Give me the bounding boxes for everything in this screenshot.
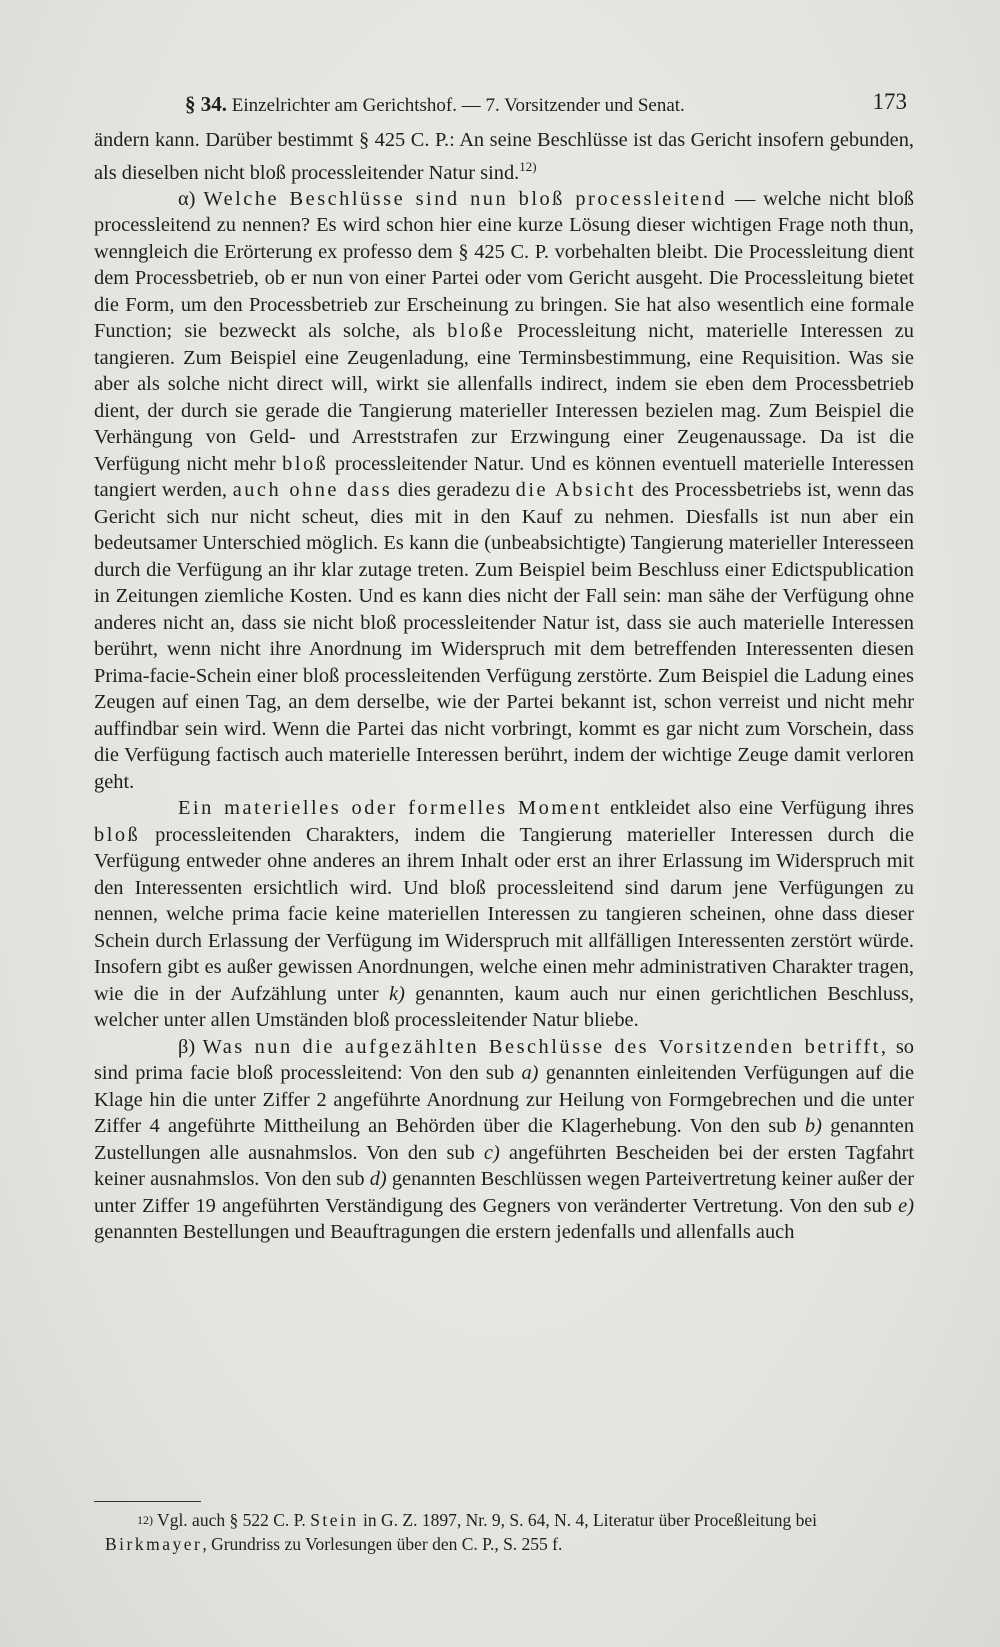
text-run: genannten, kaum auch nur einen gerichtlichen Beschluss, welcher unter allen Umständen bloß processleitender Natur bliebe. <box>94 982 914 1032</box>
page-number: 173 <box>872 89 907 114</box>
text-run: ändern kann. Darüber bestimmt § 425 C. P.: An seine Beschlüsse ist das Gericht insofern gebunden, als dieselben nicht bloß processleitender Natur sind. <box>94 129 914 184</box>
text-run: genannten Zustellungen alle ausnahmslos. Von den sub <box>94 1115 915 1164</box>
footnote-mark: 12) <box>137 1513 153 1527</box>
text-run: α) <box>178 187 204 210</box>
footnote-text: in G. Z. 1897, Nr. 9, S. 64, N. 4, Literatur über Proceßleitung bei <box>358 1510 817 1530</box>
text-run: angeführten Bescheiden bei der ersten Tagfahrt keiner ausnahmslos. Von den sub <box>94 1141 914 1191</box>
running-title: Einzelrichter am Gerichtshof. — 7. Vorsitzender und Senat. <box>231 95 685 116</box>
italic-reference: c) <box>483 1141 500 1164</box>
text-run: genannten Beschlüssen wegen Parteivertretung keiner außer der unter Ziffer 19 angeführten Verständigung des Gegners von veränderter Vertretung. Von den sub <box>94 1168 914 1217</box>
text-run: processleitender Natur. Und es können eventuell materielle Interessen tangiert werden, <box>94 452 914 502</box>
footnote-divider <box>94 1501 201 1502</box>
footnote <box>105 1508 920 1556</box>
emphasis: Ein materielles oder formelles Moment <box>178 797 603 820</box>
paragraph-1 <box>94 127 914 186</box>
paragraph-2 <box>94 186 914 796</box>
section-number: § 34. <box>185 92 227 116</box>
emphasis: Was nun die aufgezählten Beschlüsse des Vorsitzenden betrifft, <box>202 1035 889 1058</box>
text-run: — welche nicht bloß processleitend zu nennen? Es wird schon hier eine kurze Lösung dieser wichtigen Frage noth thun, wenngleich die Erörterung ex professo dem § 425 C. P. vorbehalten bleibt. Die Processleitung dient dem Processbetrieb, ob er nun von einer Partei oder vom Gericht ausgeht. Die Processleitung bietet die Form, um den Processbetrieb zur Erscheinung zu bringen. Sie hat also wesentlich eine formale Function; sie bezweckt als solche, als <box>94 187 914 343</box>
text-run: processleitenden Charakters, indem die Tangierung materieller Interessen durch die Verfügung entweder ohne anderes an ihrem Inhalt oder erst an ihrer Erlassung im Widerspruch mit den Interessenten ersichtlich wird. Und bloß processleitend sind darum jene Verfügungen zu nennen, welche prima facie keine materiellen Interessen zu tangieren scheinen, ohne dass dieser Schein durch Erlassung der Verfügung im Widerspruch mit allfälligen Interessenten zerstört würde. Insofern gibt es außer gewissen Anordnungen, welche einen mehr administrativen Charakter tragen, wie die in der Aufzählung unter <box>94 823 914 1005</box>
italic-reference: e) <box>898 1194 914 1217</box>
emphasis: auch ohne dass <box>232 479 393 502</box>
emphasis: Welche Beschlüsse sind nun bloß processleitend <box>203 187 727 210</box>
text-run: dies geradezu <box>392 479 516 502</box>
emphasis: Stein <box>310 1510 359 1530</box>
text-run: Processleitung nicht, materielle Interessen zu tangieren. Zum Beispiel eine Zeugenladung, eine Terminsbestimmung, eine Requisition. Was sie aber als solche nicht direct will, wirkt sie allenfalls indirect, indem sie eben dem Processbetrieb dient, der durch sie gerade die Tangierung materieller Interessen bezielen mag. Zum Beispiel die Verhängung von Geld- und Arreststrafen zur Erzwingung einer Zeugenaussage. Da ist die Verfügung nicht mehr <box>94 320 914 475</box>
body-text <box>94 127 914 1246</box>
emphasis: bloße <box>447 320 506 343</box>
emphasis: Birkmayer <box>105 1534 203 1554</box>
italic-reference: k) <box>389 982 405 1005</box>
text-run: genannten einleitenden Verfügungen auf die Klage hin die unter Ziffer 2 angeführte Anordnung zur Heilung von Formgebrechen und die unter Ziffer 4 angeführte Mittheilung an Behörden über die Klagerhebung. Von den sub <box>94 1062 914 1138</box>
running-header <box>185 89 907 122</box>
paragraph-4 <box>94 1034 914 1246</box>
text-run: so sind prima facie bloß processleitend: Von den sub <box>94 1035 914 1085</box>
paragraph-3 <box>94 795 914 1034</box>
emphasis: bloß <box>94 823 141 846</box>
text-run: entkleidet also eine Verfügung ihres <box>602 797 914 820</box>
text-run: des Processbetriebs ist, wenn das Gericht sich nur nicht scheut, dies mit in den Kauf zu nehmen. Diesfalls ist nun aber ein bedeutsamer Unterschied möglich. Es kann die (unbeabsichtigte) Tangierung materieller Interesseen durch die Verfügung an ihr klar zutage treten. Zum Beispiel beim Beschluss einer Edictspublication in Zeitungen ziemliche Kosten. Und es kann dies nicht der Fall sein: man sähe der Verfügung ohne anderes nicht an, dass sie nicht bloß processleitender Natur ist, dass sie auch materielle Interessen berührt, wenn nicht ihre Anordnung im Widerspruch mit dem betreffenden Interessenten diesen Prima-facie-Schein einer bloß processleitenden Verfügung zerstörte. Zum Beispiel die Ladung eines Zeugen auf einen Tag, an dem derselbe, wie der Partei bekannt ist, schon verreist und nicht mehr auffindbar sein wird. Wenn die Partei das nicht vorbringt, kommt es gar nicht zum Vorschein, dass die Verfügung factisch auch materielle Interessen berührt, indem der wichtige Zeuge damit verloren geht. <box>94 479 914 793</box>
italic-reference: b) <box>804 1115 822 1138</box>
italic-reference: a) <box>521 1062 539 1085</box>
text-run: genannten Bestellungen und Beauftragungen die erstern jedenfalls und allenfalls auch <box>94 1221 795 1244</box>
footnote-text: , Grundriss zu Vorlesungen über den C. P., S. 255 f. <box>202 1534 563 1554</box>
text-run: β) <box>178 1035 203 1058</box>
emphasis: bloß <box>282 452 329 475</box>
footnote-text: Vgl. auch § 522 C. P. <box>153 1510 311 1530</box>
emphasis: die Absicht <box>515 479 636 502</box>
footnote-reference: 12) <box>519 158 537 174</box>
italic-reference: d) <box>369 1168 387 1191</box>
